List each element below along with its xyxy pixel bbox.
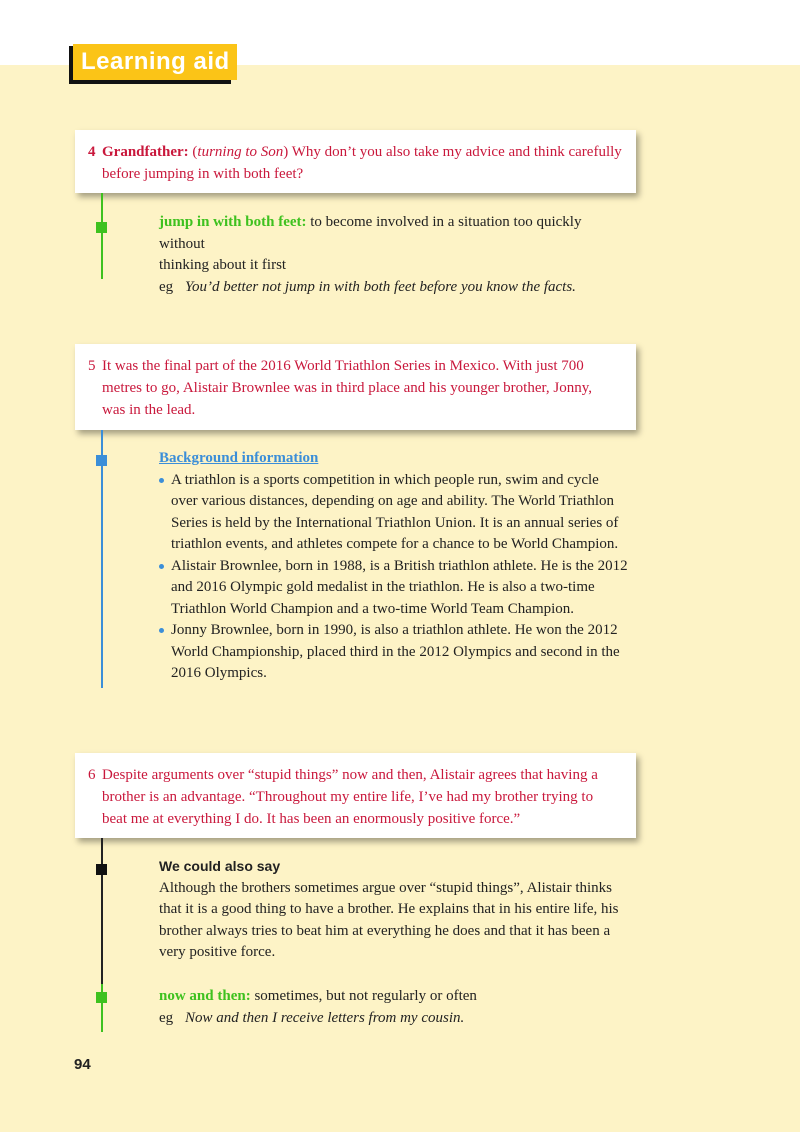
vocab-example: Now and then I receive letters from my cousin.: [185, 1009, 465, 1026]
also-say-line: brother always tries to beat him at everything he does and that it has been a: [159, 922, 611, 939]
we-could-also-say: [159, 856, 629, 964]
also-say-heading: We could also say: [159, 858, 281, 874]
learning-aid-tab: Learning aid: [73, 44, 237, 80]
speaker: Grandfather:: [102, 144, 189, 160]
bullet-dot: [159, 628, 164, 633]
item-6-line3: beat me at everything I do. It has been an enormously positive force.”: [102, 811, 521, 827]
bullet-dot: [159, 564, 164, 569]
bullet-line: A triathlon is a sports competition in which people run, swim and cycle: [171, 471, 599, 488]
item-5-line1: It was the final part of the 2016 World Triathlon Series in Mexico. With just 700: [102, 358, 584, 374]
vocab-note-6: [159, 986, 629, 1029]
bullet-line: World Championship, placed third in the 2012 Olympics and second in the: [171, 643, 620, 660]
also-say-line: very positive force.: [159, 944, 276, 960]
item-5-line3: was in the lead.: [102, 402, 196, 418]
bullet-line: Triathlon World Champion and a two-time World Team Champion.: [171, 600, 575, 617]
item-5-box: [75, 344, 636, 430]
eg-label: eg: [159, 278, 174, 295]
item-4-line2: before jumping in with both feet?: [102, 166, 304, 182]
bullet-item: [159, 556, 629, 621]
item-6-box: [75, 753, 636, 838]
blue-square-marker: [96, 455, 107, 466]
bullet-item: [159, 620, 629, 685]
item-4-line1: Why don’t you also take my advice and think carefully: [288, 144, 622, 160]
green-square-marker: [96, 222, 107, 233]
background-heading: Background information: [159, 450, 319, 466]
bullet-line: Alistair Brownlee, born in 1988, is a British triathlon athlete. He is the 2012: [171, 557, 628, 574]
vocab-definition: to become involved in a situation too quickly without: [159, 214, 582, 252]
green-connector-line: [101, 193, 103, 279]
also-say-line: Although the brothers sometimes argue over “stupid things”, Alistair thinks: [159, 879, 612, 896]
bullet-line: and 2016 Olympic gold medalist in the triathlon. He is also a two-time: [171, 579, 595, 595]
item-6-line1: Despite arguments over “stupid things” now and then, Alistair agrees that having a: [102, 767, 598, 783]
bullet-line: Series is held by the International Triathlon Union. It is an annual series of: [171, 514, 619, 531]
black-connector-line: [101, 838, 103, 984]
green-square-marker: [96, 992, 107, 1003]
blue-connector-line: [101, 430, 103, 688]
background-information: [159, 448, 629, 685]
black-square-marker: [96, 864, 107, 875]
vocab-example: You’d better not jump in with both feet before you know the facts.: [185, 278, 576, 295]
bullet-dot: [159, 478, 164, 483]
also-say-line: that it is a good thing to have a brother. He explains that in his entire life, his: [159, 901, 619, 917]
bullet-item: [159, 470, 629, 556]
item-6-text: [102, 764, 626, 830]
vocab-note-4: [159, 212, 629, 298]
item-number: 5: [88, 358, 96, 374]
stage-direction: turning to Son: [197, 144, 284, 160]
vocab-definition-2: thinking about it first: [159, 257, 287, 273]
eg-label: eg: [159, 1009, 174, 1026]
bullet-line: over various distances, depending on age and ability. The World Triathlon: [171, 493, 615, 509]
vocab-definition: sometimes, but not regularly or often: [250, 988, 477, 1004]
page-number: 94: [74, 1056, 91, 1073]
item-number: 6: [88, 767, 96, 783]
item-5-text: [102, 355, 626, 421]
item-number: 4: [88, 144, 96, 160]
bullet-line: Jonny Brownlee, born in 1990, is also a triathlon athlete. He won the 2012: [171, 622, 618, 638]
item-4-box: [75, 130, 636, 193]
item-4-text: Grandfather: (turning to Son) Why don’t you also take my advice and think carefully before jumping in with both feet?: [102, 144, 622, 182]
vocab-term: now and then:: [159, 988, 251, 1004]
item-6-line2: brother is an advantage. “Throughout my entire life, I’ve had my brother trying to: [102, 789, 594, 805]
vocab-term: jump in with both feet:: [159, 214, 307, 230]
bullet-line: 2016 Olympics.: [171, 665, 267, 681]
item-5-line2: metres to go, Alistair Brownlee was in third place and his younger brother, Jonny,: [102, 380, 592, 396]
bullet-line: triathlon events, and athletes compete for a chance to be World Champion.: [171, 536, 619, 552]
